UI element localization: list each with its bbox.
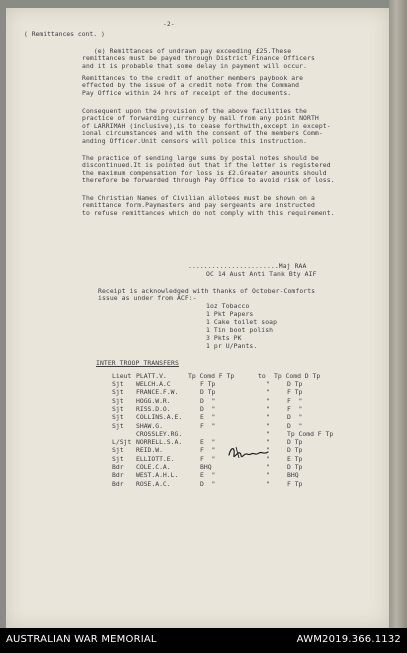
paragraph-4: The practice of sending large sums by postal notes should be discontinued.It is pointed out that if the letter is registered the maximum compensation for loss is £2.Greater amounts should therefore be forwarded through Pay Office to avoid risk of loss. bbox=[82, 154, 335, 185]
ditto-mark: " bbox=[266, 463, 270, 471]
ditto-mark: " bbox=[266, 479, 270, 488]
ditto-mark: " bbox=[266, 388, 270, 397]
transfers-header-name: PLATT.V. bbox=[136, 372, 167, 380]
transfer-to: D " bbox=[287, 421, 303, 430]
transfer-name: SHAW.G. bbox=[136, 421, 163, 430]
transfer-to: D Tp bbox=[287, 463, 303, 471]
section-heading: ( Remittances cont. ) bbox=[24, 30, 105, 38]
ditto-mark: " bbox=[266, 404, 270, 413]
transfer-from: F " bbox=[200, 421, 216, 430]
transfer-rank: Bdr bbox=[112, 479, 124, 488]
transfer-name: HOGG.W.R. bbox=[136, 396, 171, 405]
transfer-from: BHQ bbox=[200, 463, 212, 471]
transfer-name: ELLIOTT.E. bbox=[136, 454, 175, 463]
comforts-item: 1 Pkt Papers bbox=[206, 310, 254, 318]
paragraph-2: Remittances to the credit of another members paybook are effected by the issue of a credit note from the Command Pay Office within 24 hrs of receipt of the documents. bbox=[82, 74, 304, 97]
transfer-to: F Tp bbox=[287, 388, 303, 397]
comforts-item: 1 Cake toilet soap bbox=[206, 318, 278, 326]
ditto-mark: " bbox=[266, 429, 270, 438]
transfer-to: F Tp bbox=[287, 479, 303, 488]
transfer-from: D " bbox=[200, 479, 216, 488]
transfer-name: RISS.D.O. bbox=[136, 404, 171, 413]
ditto-mark: " bbox=[266, 438, 270, 447]
transfer-name: ROSE.A.C. bbox=[136, 479, 171, 488]
ditto-mark: " bbox=[266, 380, 270, 388]
transfer-to: E Tp bbox=[287, 454, 303, 463]
ditto-mark: " bbox=[266, 446, 270, 455]
transfer-from: D Tp bbox=[200, 388, 216, 397]
footer-accession-number: AWM2019.366.1132 bbox=[296, 634, 401, 645]
transfer-rank: Sjt bbox=[112, 454, 124, 463]
transfers-heading: INTER TROOP TRANSFERS bbox=[96, 359, 179, 367]
transfers-header-to: Tp Comd D Tp bbox=[274, 372, 321, 380]
transfer-from: E " bbox=[200, 413, 216, 422]
transfer-from: D " bbox=[200, 404, 216, 413]
handwritten-signature bbox=[226, 443, 270, 463]
page-number: -2- bbox=[163, 20, 175, 28]
transfer-from: F " bbox=[200, 454, 216, 463]
transfer-to: D Tp bbox=[287, 438, 303, 447]
transfer-to: F " bbox=[287, 404, 303, 413]
transfer-rank: L/Sjt bbox=[112, 438, 132, 447]
transfer-rank: Sjt bbox=[112, 404, 124, 413]
comforts-intro: Receipt is acknowledged with thanks of October-Comforts issue as under from ACF:- bbox=[98, 287, 316, 303]
comforts-item: 1oz Tobacco bbox=[206, 302, 250, 310]
page-edge bbox=[389, 0, 407, 628]
transfers-header-from: Tp Comd F Tp bbox=[188, 372, 235, 380]
transfer-rank: Sjt bbox=[112, 388, 124, 397]
transfer-name: COLLINS.A.E. bbox=[136, 413, 183, 422]
transfers-header-rank: Lieut bbox=[112, 372, 132, 380]
transfer-name: REID.W. bbox=[136, 446, 163, 455]
transfer-name: WELCH.A.C bbox=[136, 380, 171, 388]
transfers-header-to-word: to bbox=[258, 372, 266, 380]
transfer-from: F " bbox=[200, 446, 216, 455]
transfer-rank: Sjt bbox=[112, 446, 124, 455]
transfer-from: E " bbox=[200, 438, 216, 447]
ditto-mark: " bbox=[266, 471, 270, 480]
transfer-rank: Sjt bbox=[112, 396, 124, 405]
transfer-name: WEST.A.H.L. bbox=[136, 471, 179, 480]
ditto-mark: " bbox=[266, 454, 270, 463]
transfer-from: D " bbox=[200, 396, 216, 405]
transfer-from: F Tp bbox=[200, 380, 216, 388]
ditto-mark: " bbox=[266, 421, 270, 430]
transfer-to: D Tp bbox=[287, 380, 303, 388]
transfer-rank: Bdr bbox=[112, 471, 124, 480]
signature-line: .......................Maj RAA bbox=[188, 262, 307, 270]
transfer-rank: Sjt bbox=[112, 380, 124, 388]
footer-institution: AUSTRALIAN WAR MEMORIAL bbox=[6, 634, 157, 645]
comforts-item: 1 pr U/Pants. bbox=[206, 342, 258, 350]
comforts-item: 1 Tin boot polish bbox=[206, 326, 274, 334]
transfer-rank: Bdr bbox=[112, 463, 124, 471]
paragraph-5: The Christian Names of Civilian allotees must be shown on a remittance form.Paymasters and pay sergeants are instructed to refuse remittances which do not comply with this requirement. bbox=[82, 194, 335, 217]
ditto-mark: " bbox=[266, 396, 270, 405]
transfer-name: FRANCE.F.W. bbox=[136, 388, 179, 397]
transfer-rank: Sjt bbox=[112, 413, 124, 422]
document-page bbox=[6, 8, 389, 628]
signature-title: OC 14 Aust Anti Tank Bty AIF bbox=[206, 270, 317, 278]
comforts-item: 3 Pkts PK bbox=[206, 334, 242, 342]
footer-bar bbox=[0, 628, 407, 653]
paragraph-3: Consequent upon the provision of the above facilities the practice of forwarding currency by mail from any point NORTH of LARRIMAH (inclusive),is to cease forthwith,except in except- ional circumstances and with the consent of the members Comm- anding Officer.Unit censors will police this instruction. bbox=[82, 107, 331, 145]
transfer-to: Tp Comd F Tp bbox=[287, 429, 334, 438]
transfer-rank: Sjt bbox=[112, 421, 124, 430]
transfer-name: CROSSLEY.RG. bbox=[136, 429, 183, 438]
ditto-mark: " bbox=[266, 413, 270, 422]
transfer-name: NORRELL.S.A. bbox=[136, 438, 183, 447]
transfer-from: E " bbox=[200, 471, 216, 480]
paragraph-1: (e) Remittances of undrawn pay exceeding £25.These remittances must be payed through District Finance Officers and it is probable that some delay in payment will occur. bbox=[82, 47, 315, 70]
transfer-to: BHQ bbox=[287, 471, 299, 480]
transfer-name: COLE.C.A. bbox=[136, 463, 171, 471]
transfer-to: D " bbox=[287, 413, 303, 422]
transfer-to: F " bbox=[287, 396, 303, 405]
transfer-to: D Tp bbox=[287, 446, 303, 455]
